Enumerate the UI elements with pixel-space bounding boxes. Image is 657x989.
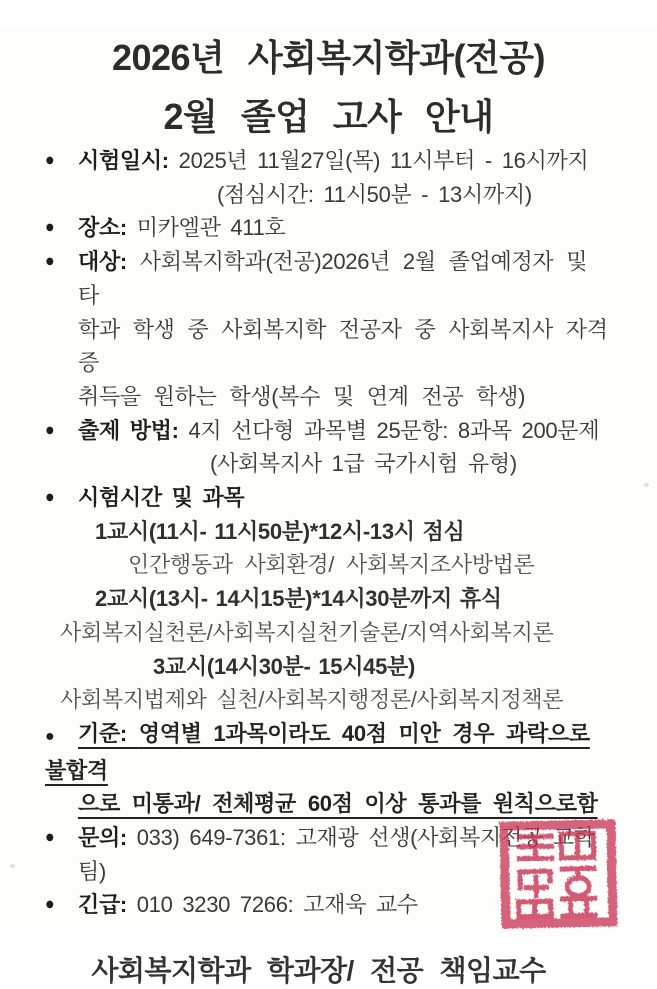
question-format-line: 출제 방법: 4지 선다형 과목별 25문항: 8과목 200문제 xyxy=(78,417,600,443)
seal-icon xyxy=(497,818,621,933)
target-line-3: 취득을 원하는 학생(복수 및 연계 전공 학생) xyxy=(78,383,526,409)
target-label: 대상: xyxy=(78,249,127,275)
schedule-label: 시험시간 및 과목 xyxy=(78,485,245,511)
question-format-label: 출제 방법: xyxy=(78,417,179,443)
period-2-subjects: 사회복지실천론/사회복지실천기술론/지역사회복지론 xyxy=(60,619,554,645)
scan-speck xyxy=(644,483,649,487)
target-item xyxy=(45,245,617,414)
exam-datetime-label: 시험일시: xyxy=(78,148,169,173)
bullet-icon: ● xyxy=(45,487,55,508)
scanned-notice-page xyxy=(0,28,657,987)
exam-datetime-text: 2025년 11월27일(목) 11시부터 - 16시까지 xyxy=(178,148,589,173)
criteria-item xyxy=(45,717,617,821)
period-3-subjects: 사회복지법제와 실천/사회복지행정론/사회복지정책론 xyxy=(60,687,564,713)
contact-text: 033) 649-7361: 고재광 선생(사회복지전공 교학팀) xyxy=(78,825,595,884)
period-3-line: 3교시(14시30분- 15시45분) xyxy=(153,653,416,679)
location-text: 미카엘관 411호 xyxy=(136,215,286,241)
notice-body xyxy=(45,144,617,922)
bullet-icon: ● xyxy=(45,420,55,440)
period-2-line: 2교시(13시- 14시15분)*14시30분까지 휴식 xyxy=(95,586,502,612)
title-line-1: 2026년 사회복지학과(전공) xyxy=(111,37,546,78)
criteria-line-1: ● 기준: 영역별 1과목이라도 40점 미안 경우 과락으로 불합격 xyxy=(45,720,590,783)
location-item xyxy=(45,211,617,245)
exam-datetime-item xyxy=(45,144,617,211)
bullet-icon: ● xyxy=(45,727,55,745)
target-line-2: 학과 학생 중 사회복지학 전공자 중 사회복지사 자격증 xyxy=(78,316,608,376)
criteria-line-2: 으로 미통과/ 전체평균 60점 이상 통과를 원칙으로함 xyxy=(78,791,598,817)
red-seal-stamp xyxy=(497,818,621,933)
schedule-lines xyxy=(45,515,617,717)
bullet-icon: ● xyxy=(45,252,55,272)
notice-title xyxy=(0,28,657,146)
emergency-text: 010 3230 7266: 고재욱 교수 xyxy=(136,892,418,918)
target-line-1: 대상: 사회복지학과(전공)2026년 2월 졸업예정자 및 타 xyxy=(78,249,588,308)
criteria-label: 기준: xyxy=(78,720,127,746)
signature-line: 사회복지학과 학과장/ 전공 책임교수 xyxy=(91,955,546,987)
exam-type-note: (사회복지사 1급 국가시험 유형) xyxy=(210,451,517,477)
bullet-icon: ● xyxy=(45,150,55,170)
schedule-item xyxy=(45,481,617,515)
emergency-label: 긴급: xyxy=(78,892,127,918)
question-format-item xyxy=(45,414,617,481)
period-1-line: 1교시(11시- 11시50분)*12시-13시 점심 xyxy=(95,518,465,544)
bullet-icon: ● xyxy=(45,895,55,915)
title-line-2: 2월 졸업 고사 안내 xyxy=(163,96,494,137)
location-label: 장소: xyxy=(78,215,127,241)
lunch-time-note: (점심시간: 11시50분 - 13시까지) xyxy=(217,181,532,207)
bullet-icon: ● xyxy=(45,218,55,238)
bullet-icon: ● xyxy=(45,828,55,848)
scan-speck xyxy=(10,864,15,868)
exam-datetime-line xyxy=(78,144,617,178)
period-1-subjects: 인간행동과 사회환경/ 사회복지조사방법론 xyxy=(128,552,535,578)
contact-label: 문의: xyxy=(78,825,127,851)
